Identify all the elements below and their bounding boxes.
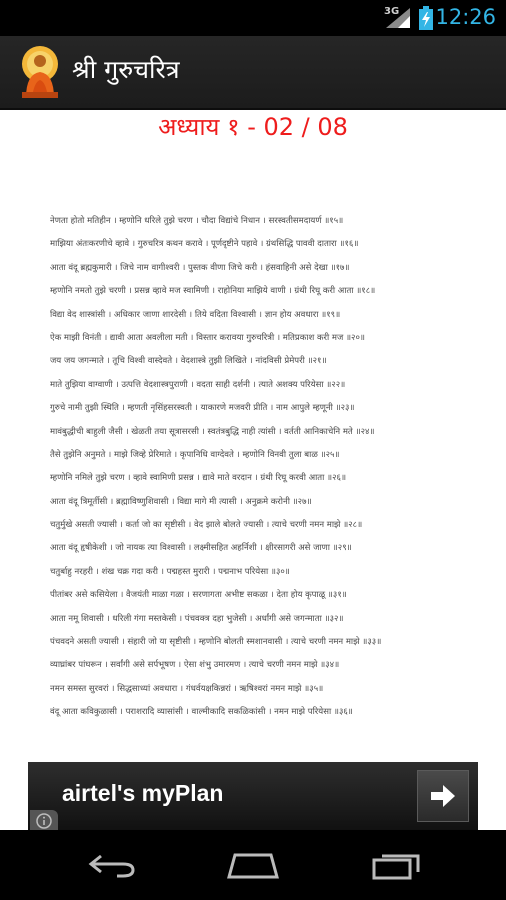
back-icon [87, 852, 137, 878]
verse-line: मावंबुद्धीची बाहुली जैसी । खेळती तया सूत्रासरसी । स्वतंत्रबुद्धि नाही त्यांसी । वर्तती आनिकाचेनि मते ॥२४॥ [50, 426, 375, 437]
action-bar [0, 36, 506, 110]
verse-line: ऐक माझी विनंती । द्यावी आता अवलीला मती । विस्तार करावया गुरुचरित्री । मतिप्रकाश करी मज ॥२०॥ [50, 332, 365, 343]
navigation-bar [0, 830, 506, 900]
battery-icon [419, 6, 433, 30]
signal-icon [382, 8, 410, 28]
ad-arrow-button[interactable] [417, 770, 469, 822]
recent-apps-icon [370, 850, 422, 880]
verse-line: चतुर्बाहु नरहरी । शंख चक्र गदा करी । पद्महस्त मुरारी । पद्मनाभ परियेसा ॥३०॥ [50, 566, 290, 577]
back-button[interactable] [82, 848, 142, 882]
verse-list [50, 210, 470, 725]
verse-line: पंचवदने असती ज्यासी । संहारी जो या सृष्टीसी । म्हणोनि बोलती स्मशानवासी । त्याचे चरणी नमन माझे ॥३३॥ [50, 637, 382, 648]
verse-line: गुरुचे नामी तुझी स्थिति । म्हणती नृसिंहसरस्वती । याकारणे मजवरी प्रीति । नाम आपुले म्हणूनी ॥२३॥ [50, 403, 355, 414]
verse-line: म्हणोनि नमिले तुझे चरण । व्हावे स्वामिणी प्रसन्न । द्यावे माते वरदान । ग्रंथी रिघू करवी आता ॥२६॥ [50, 473, 347, 484]
verse-line: माझिया अंतःकरणीचे व्हावे । गुरुचरित्र कथन करावे । पूर्णदृष्टीने पहावे । ग्रंथसिद्धि पाववी दातारा ॥१६॥ [50, 239, 359, 250]
verse-line: जय जय जगन्माते । तूचि विश्वी वास्देवते । वेदशास्त्रे तुझी लिखिते । नांदविसी प्रेमेपरी ॥२१॥ [50, 356, 327, 367]
ad-info-button[interactable] [30, 810, 58, 832]
app-title: श्री गुरुचरित्र [72, 55, 180, 84]
verse-line: पीतांबर असे कसियेला । वैजयंती माळा गळा । सरणागता अभीष्ट सकळा । देता होय कृपाळू ॥३१॥ [50, 590, 347, 601]
verse-line: चतुर्मुखे असती ज्यासी । कर्ता जो का सृष्टीसी । वेद झाले बोलते ज्यासी । त्याचे चरणी नमन माझे ॥२८॥ [50, 520, 363, 531]
recent-apps-button[interactable] [366, 848, 426, 882]
network-type-label: 3G [384, 6, 400, 17]
verse-line: विद्या वेद शास्त्रांसी । अधिकार जाणा शारदेसी । तिये वदिता विश्वासी । ज्ञान होय अवधारा ॥१९॥ [50, 309, 341, 320]
guru-portrait-icon[interactable] [20, 44, 60, 98]
chapter-heading: अध्याय १ - 02 / 08 [158, 113, 348, 141]
ad-banner[interactable] [28, 762, 478, 830]
status-bar [0, 0, 506, 36]
info-icon [36, 813, 52, 829]
home-icon [225, 851, 281, 879]
verse-line: म्हणोनि नमतो तुझे चरणी । प्रसन्न व्हावे मज स्वामिणी । राहोनिया माझिये वाणी । ग्रंथी रिघू करी आता ॥१८॥ [50, 286, 376, 297]
verse-line: आता वंदू त्रिमूर्तीसी । ब्रह्माविष्णुशिवासी । विद्या मागे मी त्यासी । अनुक्रमे करोनी ॥२७॥ [50, 496, 312, 507]
clock: 12:26 [435, 5, 496, 29]
arrow-right-icon [429, 784, 457, 808]
home-button[interactable] [223, 848, 283, 882]
verse-line: वंदू आता कविकुळासी । पराशरादि व्यासांसी । वाल्मीकादि सकळिकांसी । नमन माझे परियेसा ॥३६॥ [50, 707, 353, 718]
chapter-content[interactable] [0, 110, 506, 762]
verse-line: नेणता होतो मतिहीन । म्हणोनि धरिले तुझे चरण । चौदा विद्यांचे निधान । सरस्वतीसमदायर्ण ॥१५॥ [50, 216, 344, 226]
verse-line: आता वंदू ब्रह्मकुमारी । जिचे नाम वागीश्वरी । पुस्तक वीणा जिचे करी । हंसवाहिनी असे देखा ॥१७॥ [50, 262, 350, 273]
verse-line: तैसे तुझेनि अनुमते । माझे जिव्हे प्रेरिमाते । कृपानिधि वाग्देवते । म्हणोनि विनवी तुला बाळ ॥२५॥ [50, 449, 340, 460]
verse-line: माते तुझिया वाग्वाणी । उत्पत्ति वेदशास्त्रपुराणी । वदता साही दर्शनी । त्याते अशक्य परियेसा ॥२२॥ [50, 379, 346, 390]
verse-line: आता वंदू हृषीकेशी । जो नायक त्या विश्वासी । लक्ष्मीसहित अहर्निशी । क्षीरसागरी असे जाणा ॥२९॥ [50, 543, 352, 554]
verse-line: आता नमू शिवासी । धरिली गंगा मस्तकेसी । पंचवक्त्र दहा भुजेसी । अर्धांगी असे जगन्माता ॥३२॥ [50, 613, 344, 624]
ad-text: airtel's myPlan [62, 780, 224, 806]
verse-line: व्याघ्रांबर पांघरून । सर्वांगी असे सर्पभूषण । ऐसा शंभु उमारमण । त्याचे चरणी नमन माझे ॥३४॥ [50, 660, 340, 671]
verse-line: नमन समस्त सुरवरां । सिद्धसाध्यां अवधारा । गंधर्वयक्षकिन्नरां । ऋषिश्वरां नमन माझे ॥३५॥ [50, 683, 324, 694]
